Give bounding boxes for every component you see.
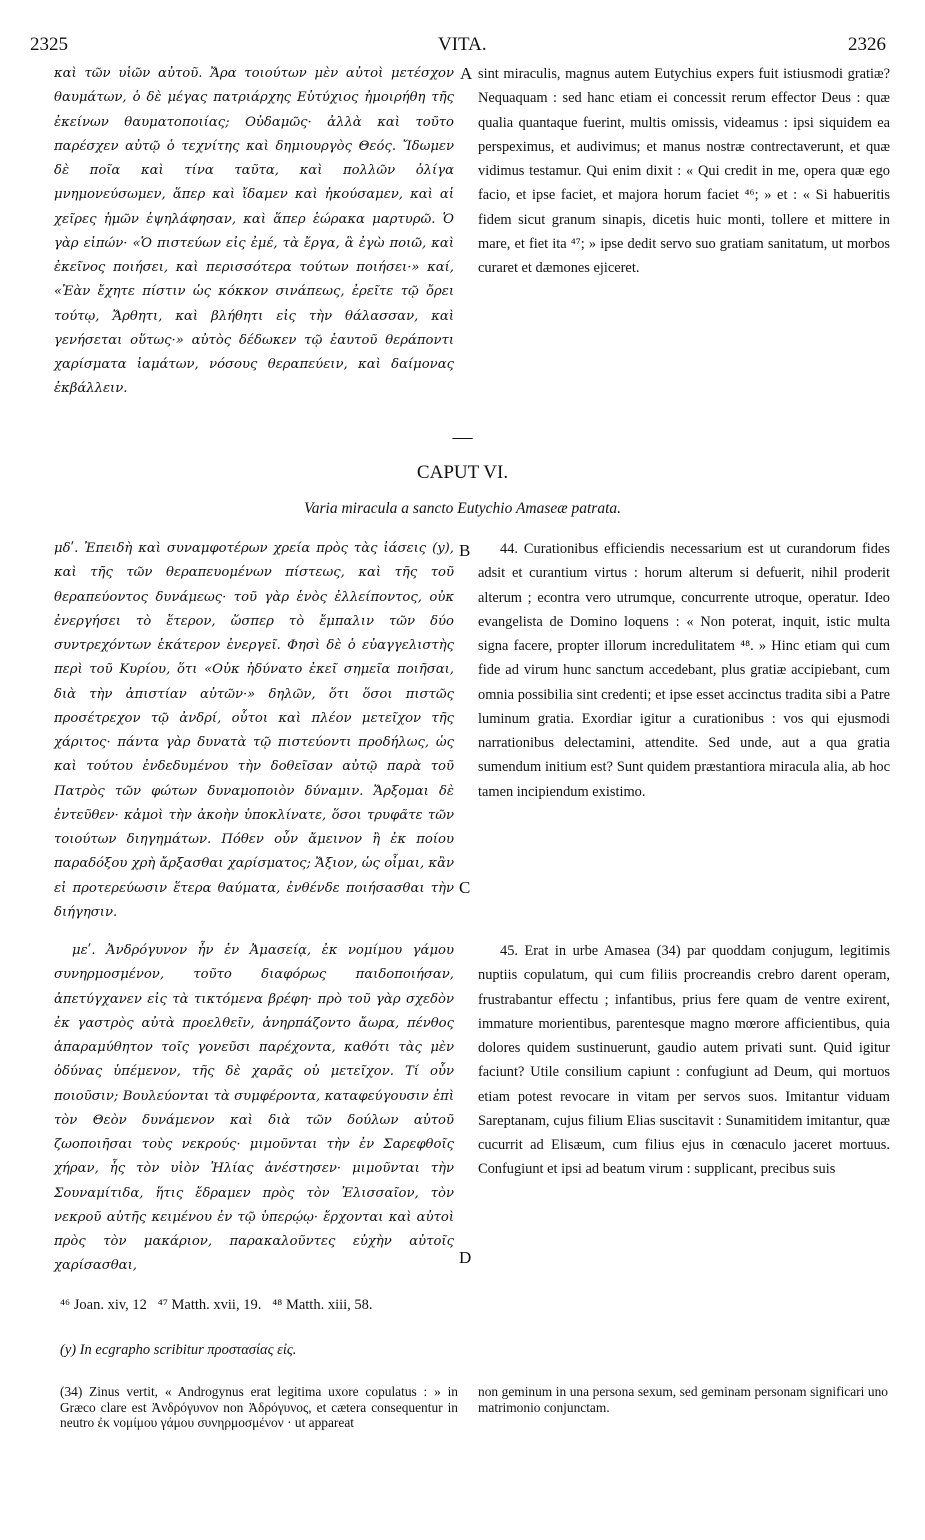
latin-section-45: 45. Erat in urbe Amasea (34) par quoddam conjugum, legitimis nuptiis copulatum, qui cum filiis procreandis crebro darent operam, frustrabantur effectu ; infantibus, prius fere quam de ventre exirent, immature morientibus, parentesque magno mœrore afficientibus, quia dolores quidem sustinuerunt, gaudio autem privati sunt. Quid igitur faciunt? Utile consilium capiunt : confugiunt ad Deum, qui mortuos etiam potest revocare in vitam per servos suos. Imitantur viduam Sareptanam, cujus filium Elias suscitavit : Sunamitidem imitantur, quæ cucurrit ad Elisæum, cum filius ejus in cœnaculo jaceret mortuus. Confugiunt et ipsi ad beatum virum : supplicant, precibus suis [478,943,890,1178]
latin-top-text: sint miraculis, magnus autem Eutychius expers fuit istiusmodi gratiæ? Nequaquam : sed hanc etiam ei concessit rerum effector Deus : quæ qualia quantaque fuerint, multis omissis, videamus : ipsi siquidem ea perspeximus, et audivimus; et manus nostræ contrectaverunt, et quæ vidimus testamur. Qui enim dixit : « Qui credit in me, opera quæ ego facio, et ipse faciet, et majora horum faciet ⁴⁶; » et : « Si habueritis fidem sicut granum sinapis, dicetis huic monti, tollere et mittere in mare, et fiet ita ⁴⁷; » ipse dedit servo suo gratiam sanitatum, ut morbos curaret et dæmones ejiceret. [478,66,890,276]
right-page-number: 2326 [848,34,886,55]
latin-column-top [478,62,890,280]
greek-column-top [54,62,454,402]
note-34-right: non geminum in una persona sexum, sed geminam personam significari uno matrimonio conjunctam. [478,1384,888,1415]
chapter-subtitle: Varia miracula a sancto Eutychio Amaseæ patrata. [303,500,622,517]
footnote-y: (y) In ecgrapho scribitur προστασίας εἰς. [60,1342,297,1358]
note-34-left: (34) Zinus vertit, « Androgynus erat legitima uxore copulatus : » in Græco clare est Ἀνδρόγυνον non Ἀδρόγυνος, et cætera consequentur in neutro ἐκ νομίμου γάμου συνηρμοσμένον · ut appareat [60,1384,458,1430]
greek-top-text: καὶ τῶν υἱῶν αὐτοῦ. Ἄρα τοιούτων μὲν αὐτοὶ μετέσχον θαυμάτων, ὁ δὲ μέγας πατριάρχης Εὐτύχιος ἠμοιρήθη τῆς ἐκείνων θαυματοποιίας; Οὐδαμῶς· ἀλλὰ καὶ τοῦτο παρέσχεν αὐτῷ ὁ τεχνίτης καὶ δημιουργὸς Θεός. Ἴδωμεν δὲ ποῖα καὶ τίνα ταῦτα, καὶ πολλῶν ὀλίγα μνημονεύσωμεν, ἅπερ καὶ ἴδαμεν καὶ ἠκούσαμεν, καὶ αἱ χεῖρες ἡμῶν ἐψηλάφησαν, καὶ ἅπερ ἑώρακα μαρτυρῶ. Ὁ γὰρ εἰπών· «Ὁ πιστεύων εἰς ἐμέ, τὰ ἔργα, ἃ ἐγὼ ποιῶ, καὶ ἐκεῖνος ποιήσει, καὶ περισσότερα τούτων ποιήσει·» καί, «Ἐὰν ἔχητε πίστιν ὡς κόκκον σινάπεως, ἐρεῖτε τῷ ὄρει τούτῳ, Ἄρθητι, καὶ βλήθητι εἰς τὴν θάλασσαν, καὶ γενήσεται οὕτως·» αὐτὸς δέδωκεν τῷ ἑαυτοῦ θεράποντι χαρίσματα ἰαμάτων, νόσους θεραπεύειν, καὶ δαίμονας ἐκβάλλειν. [54,66,454,397]
section-divider: — [452,426,473,448]
chapter-title: CAPUT VI. [416,462,509,483]
running-title: VITA. [438,34,487,55]
margin-letter-a: A [460,64,473,83]
margin-letter-d: D [459,1248,472,1267]
greek-section-44: μδʹ. Ἐπειδὴ καὶ συναμφοτέρων χρεία πρὸς τὰς ἰάσεις (y), καὶ τῆς τῶν θεραπευομένων πίστεως, καὶ τῆς τοῦ θεραπεύοντος δυνάμεως· τοῦ γὰρ ἑνὸς ἐλλείποντος, οὐκ ἐνεργήσει τὸ ἕτερον, ὥσπερ τὸ ἔμπαλιν τῶν δύο συντρεχόντων ἑκάτερον ἐνεργεῖ. Φησὶ δὲ ὁ εὐαγγελιστὴς περὶ τοῦ Κυρίου, ὅτι «Οὐκ ἠδύνατο ἐκεῖ σημεῖα ποιῆσαι, διὰ τὴν ἀπιστίαν αὐτῶν·» δηλῶν, ὅτι ὅσοι πιστῶς προσέτρεχον τῷ ἀνδρί, οὗτοι καὶ πλέον μετεῖχον τῆς χάριτος· πάντα γὰρ δυνατὰ τῷ πιστεύοντι προδήλως, ὡς καὶ τούτου ἐνδεδυμένου τὴν δοθεῖσαν αὐτῷ παρὰ τοῦ Πατρὸς τῶν φώτων δυναμοποιὸν δύναμιν. Ἄρξομαι δὲ ἐντεῦθεν· κἀμοὶ τὴν ἀκοὴν ὑποκλίνατε, ὅσοι τρυφᾶτε τῶν τοιούτων διηγημάτων. Πόθεν οὖν ἄμεινον ἢ ἐκ ποίου παραδόξου χρὴ ἄρξασθαι χαρίσματος; Ἄξιον, ὡς οἶμαι, κἂν εἰ προτερεύωσιν ἕτερα θαύματα, ἐνθένδε ποιήσασθαι τὴν διήγησιν. [54,541,454,920]
greek-column-45 [54,939,454,1279]
running-header [0,34,925,64]
left-page-number: 2325 [30,34,68,55]
greek-column-44 [54,537,454,925]
greek-section-45: μεʹ. Ἀνδρόγυνον ἦν ἐν Ἀμασείᾳ, ἐκ νομίμου γάμου συνηρμοσμένον, τοῦτο διαφόρως παιδοποιήσαν, ἀπετύγχανεν εἰς τὰ τικτόμενα βρέφη· πρὸ τοῦ γὰρ σχεδὸν ἐκ γαστρὸς αὐτὰ προελθεῖν, ἀνηρπάζοντο ἄωρα, πένθος ἀπαραμύθητον τοῖς γονεῦσι παρέχοντα, καθότι τὰς μὲν ὀδύνας ὑπέμενον, τῆς δὲ χαρᾶς οὐ μετεῖχον. Τί οὖν ποιοῦσιν; Βουλεύονται τὰ συμφέροντα, καταφεύγουσιν ἐπὶ τὸν Θεὸν δυνάμενον καὶ διὰ τῶν δούλων αὐτοῦ ζωοποιῆσαι τοὺς νεκρούς· μιμοῦνται τὴν ἐν Σαρεφθοῖς χήραν, ἧς τὸν υἱὸν Ἠλίας ἀνέστησεν· μιμοῦνται τὴν Σουναμίτιδα, ἥτις ἔδραμεν πρὸς τὸν Ἐλισσαῖον, τὸν νεκροῦ αὐτῆς κειμένου ἐν τῷ ὑπερῴῳ· ἔρχονται καὶ αὐτοὶ πρὸς τὸν μακάριον, παρακαλοῦντες εὐχὴν αὐτοῖς χαρίσασθαι, [54,943,454,1274]
scripture-footnotes: ⁴⁶ Joan. xiv, 12 ⁴⁷ Matth. xvii, 19. ⁴⁸ Matth. xiii, 58. [60,1297,373,1313]
latin-column-44 [478,537,890,804]
margin-letter-b: B [459,541,471,560]
margin-letter-c: C [459,878,471,897]
latin-column-45 [478,939,890,1182]
latin-section-44: 44. Curationibus efficiendis necessarium est ut curandorum fides adsit et curantium virtus : horum alterum si defuerit, nihil proderit alterum ; econtra vero utrumque, concurrente utroque, operatur. Ideo evangelista de Domino loquens : « Non poterat, inquit, istic multa signa facere, propter illorum incredulitatem ⁴⁸. » Hinc etiam qui cum fide ad virum hunc sanctum accedebant, plus gratiæ accipiebant, cum omnia possibilia sint credenti; et ipse esset accinctus tradita sibi a Patre luminum gratia. Exordiar igitur a curationibus : vos qui ejusmodi narrationibus delectamini, attendite. Sed unde, aut a qua gratia sumendum initium est? Sunt quidem præstantiora miracula alia, ab hoc tamen incipiendum existimo. [478,541,890,800]
